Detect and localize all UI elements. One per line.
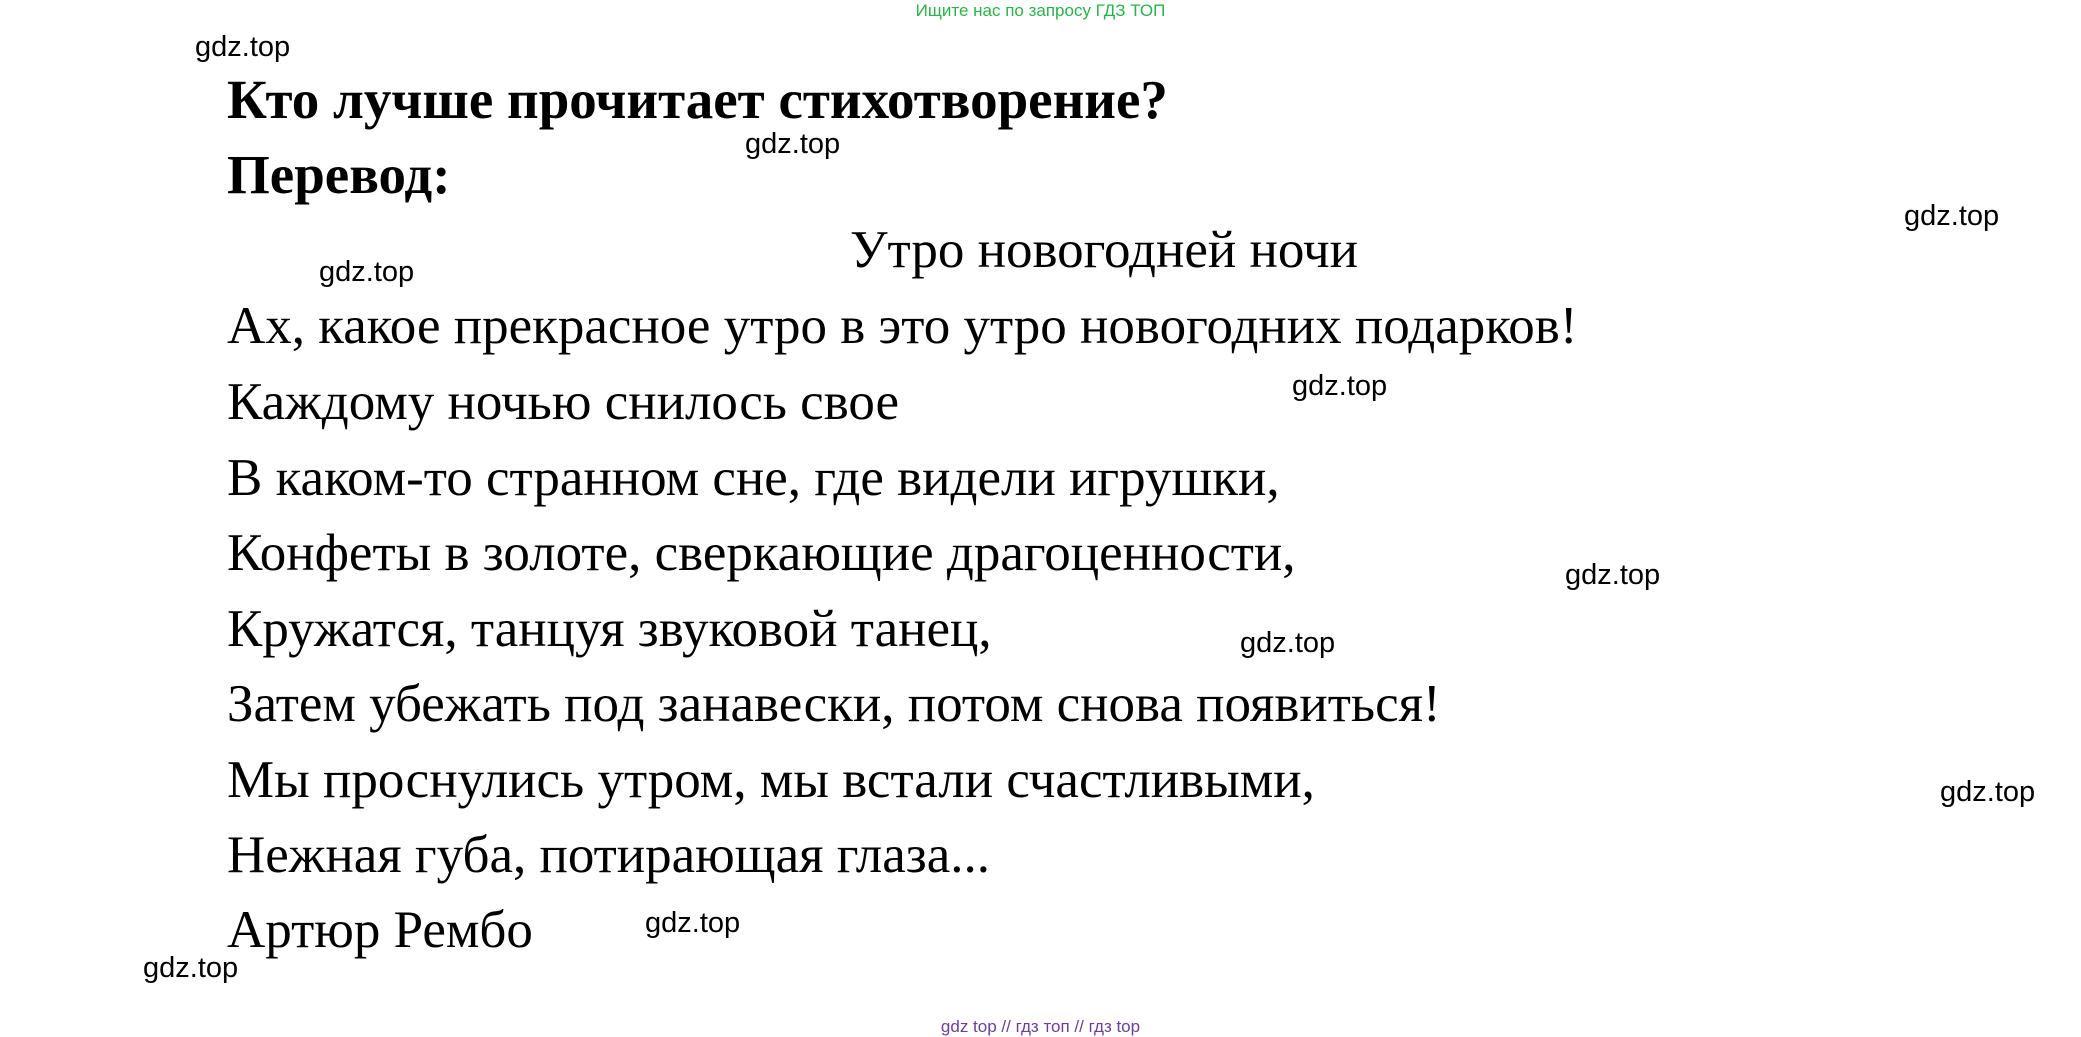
translation-label: Перевод: — [227, 144, 451, 205]
watermark: gdz.top — [1940, 776, 2036, 808]
watermark: gdz.top — [1904, 200, 2000, 232]
exercise-heading: Кто лучше прочитает стихотворение? — [227, 69, 1168, 130]
footer-links: gdz top // гдз топ // гдз top — [940, 1017, 1141, 1036]
poem-line: В каком-то странном сне, где видели игрушки, — [227, 449, 1280, 507]
poem-line: Каждому ночью снилось свое — [227, 373, 900, 431]
poem-line: Мы проснулись утром, мы встали счастливыми, — [227, 751, 1315, 809]
watermark: gdz.top — [645, 907, 741, 939]
poem-line: Затем убежать под занавески, потом снова появиться! — [227, 675, 1441, 733]
poem-line: Конфеты в золоте, сверкающие драгоценности, — [227, 524, 1296, 582]
search-hint-banner: Ищите нас по запросу ГДЗ ТОП — [915, 1, 1166, 20]
poem-title: Утро новогодней ночи — [850, 221, 1358, 279]
watermark: gdz.top — [143, 952, 239, 984]
poem-line: Нежная губа, потирающая глаза... — [227, 826, 990, 884]
watermark: gdz.top — [1565, 559, 1661, 591]
watermark: gdz.top — [319, 256, 415, 288]
watermark: gdz.top — [745, 128, 841, 160]
watermark: gdz.top — [1292, 370, 1388, 402]
watermark: gdz.top — [1240, 627, 1336, 659]
poem-author: Артюр Рембо — [227, 901, 533, 959]
watermark: gdz.top — [195, 31, 291, 63]
poem-line: Кружатся, танцуя звуковой танец, — [227, 600, 992, 658]
poem-line: Ах, какое прекрасное утро в это утро новогодних подарков! — [227, 297, 1578, 355]
